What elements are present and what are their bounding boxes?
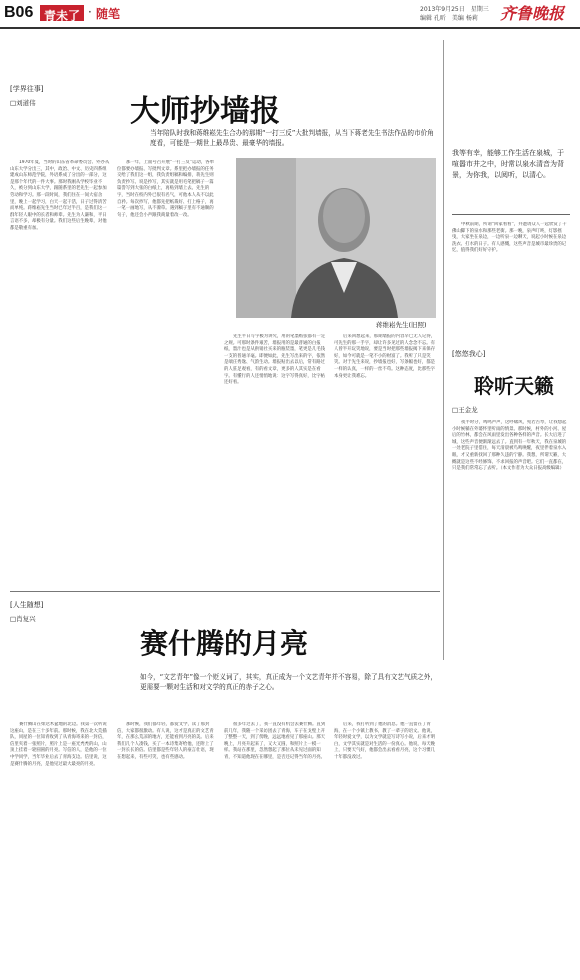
article-title: 聆听天籁 xyxy=(474,374,554,398)
article-column xyxy=(10,722,110,968)
portrait-photo xyxy=(236,158,436,318)
paragraph: 先生平日写字极为讲究，用的笔墨纸张都有一定之规。可那时条件艰苦，墙报用的是最普通的白报纸，墨汁也是从供销社买来的瓶装墨，笔更是几毛钱一支的普通羊毫。即便如此，先生写出来的字，依然是端庄秀逸、气韵生动。墙报贴出去以后，常有路过的人驻足观看，有的看文章，更多的人其实是在看字。有懂行的人还悄悄地说：这字写得真好，比字帖还好看。 xyxy=(224,334,326,386)
paragraph: 很多年过去了，我一直没有机会去赛什腾。直到前几年，我随一个采访团去了青海，车子在戈壁上开了整整一天，到了傍晚，远远地看见了那座山。那天晚上，月亮升起来了，又大又圆，和照片上一模一样。我站在那里，忽然想起了那位从未见过面的知青，不知道他现在在哪里，是否还记得当年的月亮。 xyxy=(224,722,326,760)
date-line: 2013年9月25日 星期三 xyxy=(420,6,489,13)
article-column xyxy=(452,420,570,968)
article-column xyxy=(117,722,217,968)
paragraph: 赛什腾山在柴达木盆地的北边。我第一次听说这座山，是在三十多年前。那时候，我在北大荒插队，同屋的一位知青收到了从青海寄来的一封信，信里夹着一张照片，照片上是一座光秃秃的山，山顶上挂着一轮圆圆的月亮。写信的人，是他的一位中学同学，当年毕业后去了青海支边。信里说，这是赛什腾的月亮，是他见过最大最亮的月亮。 xyxy=(10,722,107,767)
sidebar-rule xyxy=(452,214,570,215)
section-divider xyxy=(10,591,440,592)
section-box xyxy=(40,5,84,21)
article-title: 赛什腾的月亮 xyxy=(140,627,309,660)
paragraph: 那时候，我们都年轻，都爱文学，读了那封信，大家都很激动。有人说，这才是真正的文艺青年，在那么荒凉的地方，还能看到月亮的美。后来我们几个人凑钱，买了一本诗集寄给他，还附上了一封长长的信。信里都是些年轻人的豪言壮语，现在想起来，有些可笑，也有些感动。 xyxy=(117,722,214,760)
subsection-name: 随笔 xyxy=(96,7,121,21)
portrait-figure xyxy=(236,158,436,318)
sidebar-column xyxy=(452,222,570,342)
column-tag: [人生随想] xyxy=(10,601,44,609)
paragraph: 后来，我打听到了他的消息。他一直留在了青海，在一个小镇上教书，教了一辈子的语文。他说，年轻时爱文学，以为文学就是写诗写小说，后来才明白，文学其实就是对生活的一份真心。他说，每天晚上，只要天气好，他都会出去看看月亮，这个习惯几十年都没改过。 xyxy=(334,722,435,760)
article-title: 大师抄墙报 xyxy=(130,94,280,129)
sidebar-divider xyxy=(443,40,444,660)
byline: □刘道伟 xyxy=(10,99,36,107)
paragraph: 后来回想起来，那期墙报的内容早已无人记得，可先生的那一手字，却让许多见过的人念念不忘。有人曾半开玩笑地说，要是当时把那些墙报揭下来保存好，如今可就是一笔不小的财富了。我听了只是笑笑。对于先生来说，抄墙报也好，写条幅也好，都是一样的认真，一样的一丝不苟。这种态度，比那些字本身更让我难忘。 xyxy=(334,334,436,379)
column-tag: [学界往事] xyxy=(10,85,44,93)
byline: □王金龙 xyxy=(452,406,478,414)
article-lead: 当年陪队时我和蒋维崧先生合办的那期“一打三反”大批判墙报，从当下蒋老先生书法作品的市价角度看，可能是一期世上最昂贵、最豪华的墙报。 xyxy=(150,129,434,147)
paragraph: 夜半时分，鸣鸣声声，这呼啸风，宛若古琴，让我想起小时候躺在外婆怀里听雨的情景。那时候，村外的小河、屋后的竹林，都会在风雨里发出各种各样的声音。长大后进了城，这些声音便渐渐远去了。直到有一年秋天，我在泉城的一处老院子里借住，每天清晨被鸟鸣唤醒，夜里伴着泉水入眠，才又重新找回了那种久违的宁静。我想，所谓天籁，大概就是这些不经修饰、不求回报的声音吧。它们一直都在，只是我们常常忘了去听。（本文作者为大众日报高级编辑） xyxy=(452,420,567,472)
byline: □肖复兴 xyxy=(10,615,36,623)
section-name: 青未了 xyxy=(44,9,81,23)
page-header xyxy=(0,0,580,26)
header-rule xyxy=(0,27,580,29)
sidebar-intro: 我等有幸，能够工作生活在泉城，于喧嚣市井之中，时常以泉水清音为背景，为你我，以阅听，以清心。 xyxy=(452,149,564,179)
newspaper-logo: 齐鲁晚报 xyxy=(500,4,565,23)
paragraph: 1970年夏，当时的山东省革命委员会、外办从山东大学分出三，其中，政治、中文、历史四系组建成山东师范学院，外语系成了分出的一部分，这是那个年代的一件大事。那时我刚从学校毕业不久，被分到山东大学，跟随系里的老先生一起参加劳动和学习。那一段时间，我们住在一间大宿舍里，晚上一起学习，白天一起干活，日子过得清苦而单纯。蒋维崧先生当时已年过半百，是我们这一群年轻人眼中的长者和师辈。先生为人谦和，平日言语不多，却极有分量。我们这些后生晚辈，对他都是敬重有加。 xyxy=(10,160,110,231)
article-column xyxy=(334,334,437,458)
paragraph: 中秋前期，所谓“回家看看”，并邀请众人一起欣赏了千佛山脚下的泉水和那些老街。那一晚，泉声叮咚，灯影摇曳，大家坐在泉边，一边听泉一边聊天，说起小时候在泉边洗衣、打水的日子。有人感慨，这些声音是城市最珍贵的记忆，值得我们好好守护。 xyxy=(452,222,567,254)
article-column xyxy=(224,334,327,458)
column-tag: [悠悠我心] xyxy=(452,350,486,358)
page-code: B06 xyxy=(4,4,34,21)
photo-caption: 蒋维崧先生(旧照) xyxy=(376,321,427,329)
section-separator: · xyxy=(88,5,92,19)
paragraph: 那一年，上面号召开展“一打三反”运动，各单位都要办墙报、写批判文章。系里把办墙报的任务交给了我们这一组，我负责组稿和编排，蒋先生则负责抄写。说是抄写，其实就是用毛笔把稿子一篇篇誊写到大张的白纸上，再贴到墙上去。先生的字，当时在校内外已很有名气，可他本人从不以此自矜。每次抄写，他都先把纸裁好、打上格子，再一笔一画地写，从不潦草。遇到稿子里有不通顺的句子，他还会小声跟我商量着改一改。 xyxy=(117,160,214,218)
article-column xyxy=(10,160,110,458)
article-column xyxy=(117,160,217,458)
article-column xyxy=(224,722,327,968)
article-column xyxy=(334,722,437,968)
article-lead: 如今，“文艺青年”像一个贬义词了，其实，真正成为一个文艺青年并不容易，除了具有文艺气质之外，更需要一颗对生活和对文学的真正的赤子之心。 xyxy=(140,673,437,691)
editors-line: 编辑 孔昕 美编 杨莉 xyxy=(420,15,478,22)
